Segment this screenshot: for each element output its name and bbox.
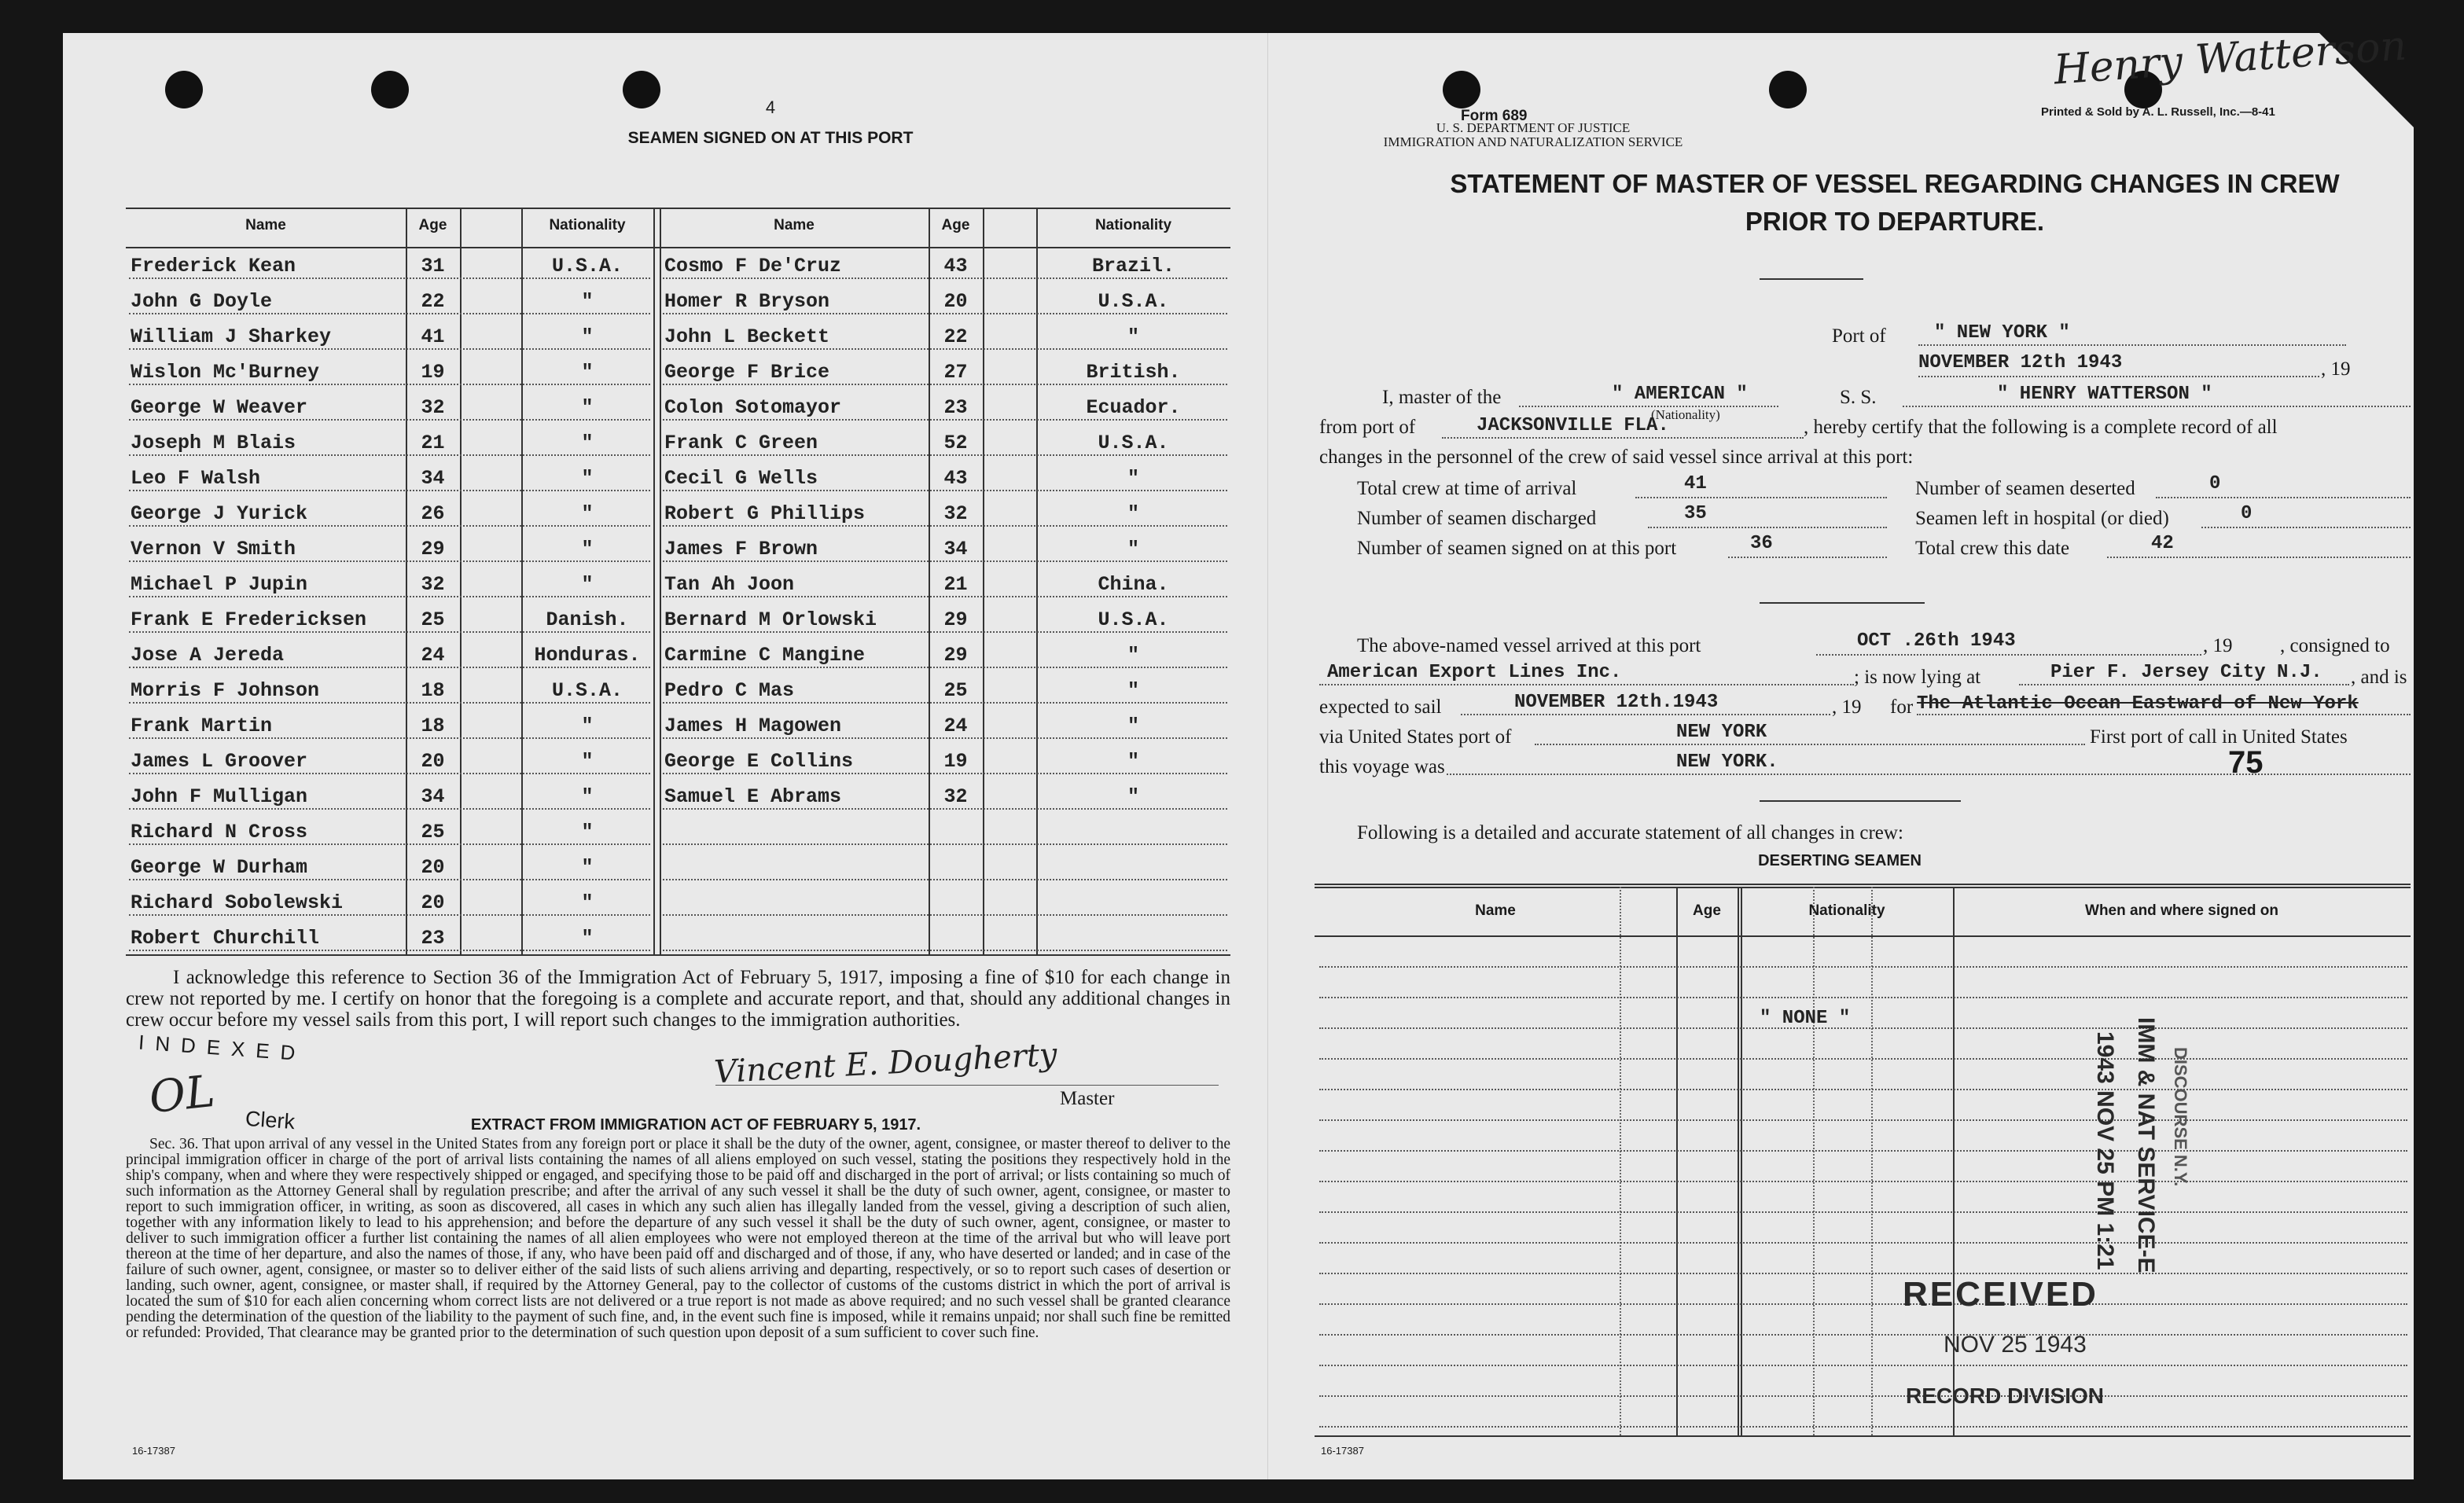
crew-name: Frank C Green bbox=[664, 432, 818, 454]
crew-nationality: British. bbox=[1086, 361, 1181, 384]
extract-text: Sec. 36. That upon arrival of any vessel in the United States from any foreign port or place it shall be the duty of the owner, agent, consignee, or master thereof to deliver to the principal immigration officer in charge of the port of arrival lists containing the names of all aliens employed on such vessel, stating the positions they respectively hold in the ship's company, when and where they were respectively shipped or engaged, and specifying those to be paid off and discharged in the port of arrival; or lists containing so much of such information as the Attorney General shall by regulation prescribe; and after the arrival of any such vessel it shall be the duty of such owner, agent, consignee, or master to report to such immigration officer, in writing, as soon as discovered, all cases in which any such alien has illegally landed from the vessel, giving a description of such alien, together with any information likely to lead to his apprehension; and before the departure of any such vessel it shall be the duty of such owner, agent, consignee, or master to deliver to such immigration officer a further list containing the names of all alien employees who were not employed thereon at the time of the arrival but who will leave port thereon at the time of her departure, and also the names of those, if any, who have been paid off and discharged and of those, if any, who have deserted or landed; and in case of the failure of such owner, agent, consignee, or master so to deliver either of the said lists of such aliens arriving and departing, respectively, or so to report such cases of desertion or landing, such owner, agent, consignee, or master shall, if required by the Attorney General, pay to the collector of customs of the customs district in which the port of arrival is located the sum of $10 for each alien concerning whom correct lists are not delivered or a true report is not made as above required; and no such vessel shall be granted clearance pending the determination of the question of the liability to the payment of such fine, and, in the event such fine is imposed, while it remains unpaid; nor shall such fine be remitted or refunded: Provided, That clearance may be granted prior to the determination of such question upon deposit of a sum sufficient to cover such fine. bbox=[126, 1136, 1230, 1341]
left-page-title: SEAMEN SIGNED ON AT THIS PORT bbox=[627, 129, 914, 147]
desert-row-line bbox=[1319, 1303, 2407, 1305]
handwritten-name: Henry Watterson bbox=[2052, 22, 2408, 94]
crew-name: Frederick Kean bbox=[131, 255, 296, 277]
desert-row-line bbox=[1319, 1150, 2407, 1152]
desert-row-line bbox=[1319, 1273, 2407, 1274]
crew-nationality: " bbox=[581, 715, 594, 737]
crew-age: 43 bbox=[943, 255, 968, 277]
clerk-initials: OL bbox=[146, 1065, 218, 1124]
crew-nationality: " bbox=[1127, 644, 1139, 667]
punch-hole bbox=[165, 71, 203, 108]
sail-date: NOVEMBER 12th.1943 bbox=[1514, 692, 1719, 713]
crew-name: Homer R Bryson bbox=[664, 290, 830, 313]
crew-name: Bernard M Orlowski bbox=[664, 608, 877, 631]
crew-age: 32 bbox=[421, 396, 445, 419]
form-number: Form 689 bbox=[1461, 108, 1528, 124]
column-header-age: Age bbox=[418, 217, 447, 233]
signed-on-count: 36 bbox=[1750, 533, 1773, 554]
crew-nationality: " bbox=[581, 927, 594, 950]
crew-name: Wislon Mc'Burney bbox=[131, 361, 320, 384]
crew-nationality: " bbox=[581, 325, 594, 348]
discharged-label: Number of seamen discharged bbox=[1357, 508, 1597, 529]
column-header-name: Name bbox=[245, 217, 286, 233]
column-header-nationality: Nationality bbox=[1094, 217, 1172, 233]
crew-nationality: " bbox=[1127, 785, 1139, 808]
deserting-title: DESERTING SEAMEN bbox=[1758, 852, 1922, 869]
sail-year: , 19 bbox=[1832, 696, 1862, 718]
consignee: American Export Lines Inc. bbox=[1327, 662, 1622, 683]
printer-credit: Printed & Sold by A. L. Russell, Inc.—8-41 bbox=[2041, 105, 2275, 119]
crew-nationality: " bbox=[581, 750, 594, 773]
crew-age: 23 bbox=[943, 396, 968, 419]
crew-name: Pedro C Mas bbox=[664, 679, 795, 702]
crew-age: 52 bbox=[943, 432, 968, 454]
crew-nationality: " bbox=[581, 432, 594, 454]
desert-col-nationality: Nationality bbox=[1808, 902, 1885, 919]
crew-name: George J Yurick bbox=[131, 502, 308, 525]
rotated-stamp-time: 1943 NOV 25 PM 1:21 bbox=[2092, 1031, 2118, 1270]
crew-nationality: " bbox=[581, 785, 594, 808]
column-header-nationality: Nationality bbox=[549, 217, 626, 233]
crew-name: John L Beckett bbox=[664, 325, 830, 348]
crew-age: 25 bbox=[421, 821, 445, 843]
extract-title: EXTRACT FROM IMMIGRATION ACT OF FEBRUARY 5, 1917. bbox=[470, 1116, 921, 1134]
crew-name: James F Brown bbox=[664, 538, 818, 560]
deserted-label: Number of seamen deserted bbox=[1915, 478, 2135, 499]
crew-age: 26 bbox=[421, 502, 445, 525]
crew-age: 29 bbox=[943, 644, 968, 667]
desert-row-line bbox=[1319, 1242, 2407, 1244]
desert-row-line bbox=[1319, 1211, 2407, 1213]
crew-nationality: U.S.A. bbox=[551, 679, 623, 702]
crew-nationality: " bbox=[581, 502, 594, 525]
crew-age: 32 bbox=[943, 785, 968, 808]
crew-nationality: U.S.A. bbox=[551, 255, 623, 277]
total-crew-arrival: 41 bbox=[1684, 473, 1707, 494]
port-label: Port of bbox=[1832, 325, 1886, 347]
hospital-count: 0 bbox=[2241, 503, 2253, 524]
crew-name: Leo F Walsh bbox=[131, 467, 261, 490]
crew-nationality: China. bbox=[1098, 573, 1169, 596]
crew-nationality: U.S.A. bbox=[1098, 608, 1169, 631]
record-division-stamp: RECORD DIVISION bbox=[1906, 1384, 2105, 1408]
crew-nationality: " bbox=[1127, 679, 1139, 702]
crew-age: 20 bbox=[943, 290, 968, 313]
crew-name: Colon Sotomayor bbox=[664, 396, 842, 419]
crew-age: 25 bbox=[421, 608, 445, 631]
crew-nationality: " bbox=[581, 891, 594, 914]
crew-age: 27 bbox=[943, 361, 968, 384]
vessel-nationality: " AMERICAN " bbox=[1612, 384, 1748, 405]
crew-nationality: " bbox=[1127, 538, 1139, 560]
crew-age: 20 bbox=[421, 856, 445, 879]
desert-row-line bbox=[1319, 997, 2407, 998]
crew-age: 29 bbox=[421, 538, 445, 560]
crew-nationality: " bbox=[1127, 750, 1139, 773]
crew-nationality: Ecuador. bbox=[1086, 396, 1181, 419]
crew-age: 21 bbox=[943, 573, 968, 596]
crew-age: 23 bbox=[421, 927, 445, 950]
total-crew-date: 42 bbox=[2151, 533, 2174, 554]
crew-age: 41 bbox=[421, 325, 445, 348]
crew-name: Tan Ah Joon bbox=[664, 573, 795, 596]
form-title: STATEMENT OF MASTER OF VESSEL REGARDING CHANGES IN CREW PRIOR TO DEPARTURE. bbox=[1450, 169, 2340, 236]
signed-on-label: Number of seamen signed on at this port bbox=[1357, 538, 1677, 559]
crew-age: 32 bbox=[943, 502, 968, 525]
via-port: NEW YORK bbox=[1676, 722, 1767, 743]
via-label: via United States port of bbox=[1319, 726, 1512, 748]
crew-name: Robert Churchill bbox=[131, 927, 320, 950]
indexed-stamp: INDEXED bbox=[138, 1030, 307, 1066]
desert-row-line bbox=[1319, 1119, 2407, 1121]
desert-row-line bbox=[1319, 1089, 2407, 1090]
acknowledgement-text: I acknowledge this reference to Section 36 of the Immigration Act of February 5, 1917, imposing a fine of $10 for each change in crew not reported by me. I certify on honor that the foregoing is a complete and accurate report, and that, should any additional changes in crew occur before my vessel sails from this port, I will report such changes to the immigration authorities. bbox=[126, 967, 1230, 1031]
form-code: 16-17387 bbox=[132, 1445, 175, 1457]
crew-age: 18 bbox=[421, 679, 445, 702]
crew-name: Samuel E Abrams bbox=[664, 785, 842, 808]
crew-name: George W Durham bbox=[131, 856, 308, 879]
crew-age: 29 bbox=[943, 608, 968, 631]
deserted-count: 0 bbox=[2209, 473, 2221, 494]
desert-row-line bbox=[1319, 966, 2407, 968]
crew-name: Morris F Johnson bbox=[131, 679, 320, 702]
received-stamp: RECEIVED bbox=[1903, 1275, 2098, 1314]
desert-col-age: Age bbox=[1693, 902, 1721, 919]
and-is-label: , and is bbox=[2351, 667, 2407, 688]
crew-age: 21 bbox=[421, 432, 445, 454]
crew-name: Richard N Cross bbox=[131, 821, 308, 843]
crew-age: 25 bbox=[943, 679, 968, 702]
none-entry: " NONE " bbox=[1760, 1008, 1851, 1029]
punch-hole bbox=[371, 71, 409, 108]
punch-hole bbox=[1443, 71, 1480, 108]
document-sheet bbox=[63, 22, 2414, 1479]
lying-at: Pier F. Jersey City N.J. bbox=[2050, 662, 2322, 683]
punch-hole bbox=[1769, 71, 1807, 108]
from-port-label: from port of bbox=[1319, 417, 1416, 438]
crew-age: 19 bbox=[421, 361, 445, 384]
master-of-label: I, master of the bbox=[1382, 387, 1502, 408]
total-crew-date-label: Total crew this date bbox=[1915, 538, 2070, 559]
crew-name: George F Brice bbox=[664, 361, 830, 384]
clerk-label: Clerk bbox=[245, 1106, 296, 1134]
crew-name: Michael P Jupin bbox=[131, 573, 308, 596]
certify-text-2: changes in the personnel of the crew of said vessel since arrival at this port: bbox=[1319, 446, 1914, 468]
column-header-name: Name bbox=[774, 217, 815, 233]
crew-nationality: " bbox=[581, 361, 594, 384]
crew-nationality: U.S.A. bbox=[1098, 432, 1169, 454]
page-number: 4 bbox=[765, 97, 776, 117]
for-label: for bbox=[1890, 696, 1914, 718]
crew-name: Frank E Fredericksen bbox=[131, 608, 367, 631]
rotated-stamp-service: IMM & NAT SERVICE-E bbox=[2133, 1017, 2159, 1273]
crew-name: George E Collins bbox=[664, 750, 854, 773]
crew-name: John G Doyle bbox=[131, 290, 273, 313]
voyage-label: this voyage was bbox=[1319, 756, 1445, 777]
crew-age: 20 bbox=[421, 750, 445, 773]
crew-nationality: U.S.A. bbox=[1098, 290, 1169, 313]
crew-nationality: Danish. bbox=[546, 608, 629, 631]
crew-name: Cosmo F De'Cruz bbox=[664, 255, 842, 277]
master-signature: Vincent E. Dougherty bbox=[713, 1036, 1058, 1091]
desert-row-line bbox=[1319, 1365, 2407, 1366]
crew-name: James H Magowen bbox=[664, 715, 842, 737]
crew-nationality: " bbox=[581, 290, 594, 313]
crew-age: 31 bbox=[421, 255, 445, 277]
from-port-value: JACKSONVILLE FLA. bbox=[1477, 415, 1669, 436]
report-date: NOVEMBER 12th 1943 bbox=[1918, 352, 2123, 373]
lying-label: ; is now lying at bbox=[1854, 667, 1981, 688]
received-date: NOV 25 1943 bbox=[1944, 1332, 2087, 1358]
page-fold bbox=[1267, 33, 1268, 1479]
crew-name: George W Weaver bbox=[131, 396, 308, 419]
desert-row-line bbox=[1319, 1426, 2407, 1428]
crew-age: 24 bbox=[421, 644, 445, 667]
crew-nationality: Brazil. bbox=[1091, 255, 1175, 277]
port-value: " NEW YORK " bbox=[1934, 322, 2070, 344]
crew-age: 34 bbox=[421, 467, 445, 490]
total-crew-arrival-label: Total crew at time of arrival bbox=[1357, 478, 1577, 499]
page-count: 75 bbox=[2228, 745, 2264, 780]
crew-age: 19 bbox=[943, 750, 968, 773]
arrived-year: , 19 bbox=[2203, 635, 2233, 656]
crew-name: Frank Martin bbox=[131, 715, 273, 737]
expected-label: expected to sail bbox=[1319, 696, 1442, 718]
form-code-right: 16-17387 bbox=[1321, 1445, 1364, 1457]
crew-age: 34 bbox=[943, 538, 968, 560]
crew-nationality: " bbox=[1127, 325, 1139, 348]
year-suffix: , 19 bbox=[2321, 358, 2351, 380]
arrived-date: OCT .26th 1943 bbox=[1857, 630, 2016, 652]
desert-row-line bbox=[1319, 1334, 2407, 1336]
crew-age: 22 bbox=[943, 325, 968, 348]
crew-name: Jose A Jereda bbox=[131, 644, 285, 667]
destination: The Atlantic Ocean Eastward of New York bbox=[1917, 693, 2359, 715]
ss-label: S. S. bbox=[1840, 387, 1877, 408]
voyage-port: NEW YORK. bbox=[1676, 752, 1778, 773]
rotated-stamp-office: DISCOURSE N.Y. bbox=[2171, 1047, 2190, 1187]
discharged-count: 35 bbox=[1684, 503, 1707, 524]
crew-name: Joseph M Blais bbox=[131, 432, 296, 454]
crew-nationality: " bbox=[581, 538, 594, 560]
desert-row-line bbox=[1319, 1181, 2407, 1182]
desert-col-name: Name bbox=[1475, 902, 1516, 919]
crew-name: Cecil G Wells bbox=[664, 467, 818, 490]
desert-row-line bbox=[1319, 1027, 2407, 1029]
crew-nationality: " bbox=[1127, 467, 1139, 490]
crew-nationality: " bbox=[1127, 715, 1139, 737]
arrived-label: The above-named vessel arrived at this port bbox=[1357, 635, 1701, 656]
column-header-age: Age bbox=[941, 217, 970, 233]
ship-name: " HENRY WATTERSON " bbox=[1997, 384, 2212, 405]
first-port-label: First port of call in United States bbox=[2090, 726, 2348, 748]
agency-name: U. S. DEPARTMENT OF JUSTICE IMMIGRATION AND NATURALIZATION SERVICE bbox=[1383, 120, 1683, 149]
desert-row-line bbox=[1319, 1395, 2407, 1397]
crew-name: John F Mulligan bbox=[131, 785, 308, 808]
crew-nationality: " bbox=[581, 396, 594, 419]
desert-col-when-where: When and where signed on bbox=[2085, 902, 2278, 919]
hospital-label: Seamen left in hospital (or died) bbox=[1915, 508, 2169, 529]
crew-age: 18 bbox=[421, 715, 445, 737]
desert-row-line bbox=[1319, 1058, 2407, 1060]
nationality-caption: (Nationality) bbox=[1651, 407, 1720, 422]
crew-nationality: " bbox=[1127, 502, 1139, 525]
certify-text: , hereby certify that the following is a complete record of all bbox=[1804, 417, 2278, 438]
crew-name: Carmine C Mangine bbox=[664, 644, 866, 667]
crew-age: 20 bbox=[421, 891, 445, 914]
crew-age: 32 bbox=[421, 573, 445, 596]
master-label: Master bbox=[1060, 1088, 1115, 1109]
crew-nationality: " bbox=[581, 821, 594, 843]
crew-nationality: " bbox=[581, 856, 594, 879]
crew-age: 34 bbox=[421, 785, 445, 808]
crew-age: 24 bbox=[943, 715, 968, 737]
crew-name: Richard Sobolewski bbox=[131, 891, 344, 914]
crew-nationality: Honduras. bbox=[534, 644, 641, 667]
crew-age: 43 bbox=[943, 467, 968, 490]
crew-name: William J Sharkey bbox=[131, 325, 332, 348]
consigned-label: , consigned to bbox=[2280, 635, 2390, 656]
crew-name: Vernon V Smith bbox=[131, 538, 296, 560]
crew-nationality: " bbox=[581, 573, 594, 596]
crew-age: 22 bbox=[421, 290, 445, 313]
following-text: Following is a detailed and accurate statement of all changes in crew: bbox=[1357, 822, 1903, 843]
crew-nationality: " bbox=[581, 467, 594, 490]
crew-name: James L Groover bbox=[131, 750, 308, 773]
crew-name: Robert G Phillips bbox=[664, 502, 866, 525]
